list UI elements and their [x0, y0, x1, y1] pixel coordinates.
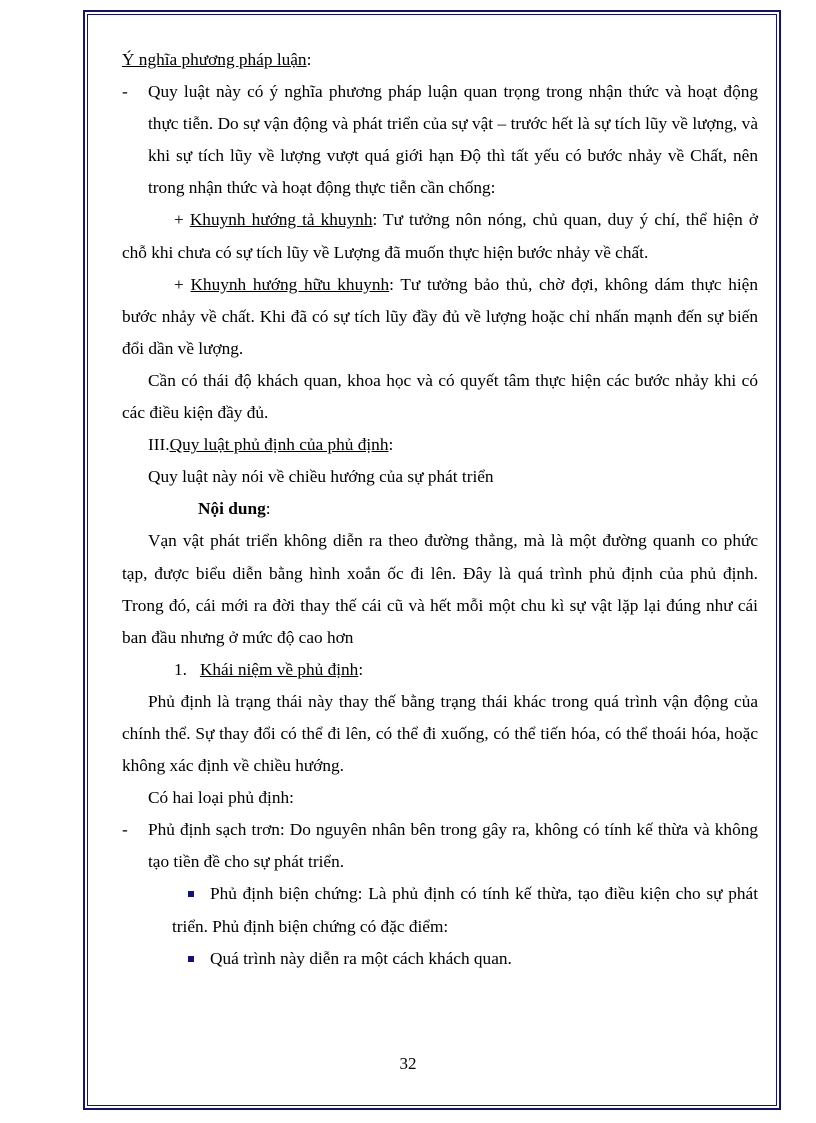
heading-meaning: Ý nghĩa phương pháp luận:	[122, 50, 312, 69]
list-item-type-1-text: Phủ định sạch trơn: Do nguyên nhân bên trong gây ra, không có tính kế thừa và không tạo tiền đề cho sự phát triển.	[148, 820, 758, 872]
paragraph-two-types: Có hai loại phủ định:	[148, 788, 294, 808]
dash-marker: -	[122, 82, 128, 102]
section-number: III.	[148, 435, 170, 455]
subheading-number: 1.	[174, 659, 187, 679]
list-item-type-1	[122, 814, 758, 878]
page-number: 32	[399, 1054, 417, 1073]
dash-marker: -	[122, 820, 128, 840]
subheading-title: Khái niệm về phủ định	[199, 659, 359, 679]
right-tendency-text: Tư tưởng bảo thủ, chờ đợi, không dám thực hiện bước nhảy về chất. Khi đã có sự tích lũy đầy đủ về lượng hoặc chỉ nhấn mạnh đến sự biến đổi dần về lượng.	[122, 274, 758, 358]
square-bullet-icon	[188, 891, 194, 897]
content-heading: Nội dung:	[198, 499, 271, 519]
paragraph-content: Vạn vật phát triển không diễn ra theo đường thẳng, mà là một đường quanh co phức tạp, được biểu diễn bằng hình xoắn ốc đi lên. Đây là quá trình phủ định của phủ định. Trong đó, cái mới ra đời thay thế cái cũ và hết mỗi một chu kì sự vật lặp lại đúng như cái ban đầu nhưng ở mức độ cao hơn	[122, 531, 758, 647]
paragraph-left-tendency: + Khuynh hướng tả khuynh: Tư tưởng nôn nóng, chủ quan, duy ý chí, thể hiện ở chỗ khi chưa có sự tích lũy về Lượng đã muốn thực hiện bước nhảy về chất.	[122, 210, 758, 262]
paragraph-right-tendency: + Khuynh hướng hữu khuynh: Tư tưởng bảo thủ, chờ đợi, không dám thực hiện bước nhảy về chất. Khi đã có sự tích lũy đầy đủ về lượng hoặc chỉ nhấn mạnh đến sự biến đổi dần về lượng.	[122, 274, 758, 358]
document-body	[122, 44, 758, 975]
section-title: Quy luật phủ định của phủ định	[169, 435, 389, 455]
bullet-item-dialectical	[122, 878, 758, 942]
paragraph-negation-definition: Phủ định là trạng thái này thay thế bằng trạng thái khác trong quá trình vận động của chính thể. Sự thay đổi có thể đi lên, có thể đi xuống, có thể tiến hóa, có thể thoái hóa, hoặc không xác định về chiều hướng.	[122, 691, 758, 776]
subheading-1: 1. Khái niệm về phủ định:	[174, 659, 364, 679]
left-tendency-text: Tư tưởng nôn nóng, chủ quan, duy ý chí, thể hiện ở chỗ khi chưa có sự tích lũy về Lượng đã muốn thực hiện bước nhảy về chất.	[122, 210, 758, 262]
square-bullet-icon	[188, 956, 194, 962]
paragraph-methodology	[122, 76, 758, 204]
section-intro: Quy luật này nói về chiều hướng của sự phát triển	[148, 467, 494, 487]
content-heading-text: Nội dung	[198, 499, 266, 519]
paragraph-attitude: Cần có thái độ khách quan, khoa học và có quyết tâm thực hiện các bước nhảy khi có các điều kiện đầy đủ.	[122, 370, 758, 423]
bullet-item-objective-text: Quá trình này diễn ra một cách khách quan.	[210, 948, 512, 968]
left-tendency-label: Khuynh hướng tả khuynh	[189, 210, 373, 230]
heading-meaning-text: Ý nghĩa phương pháp luận	[122, 50, 307, 69]
bullet-item-dialectical-text: Phủ định biện chứng: Là phủ định có tính kế thừa, tạo điều kiện cho sự phát triển. Phủ định biện chứng có đặc điểm:	[172, 884, 758, 936]
bullet-item-objective	[122, 943, 758, 975]
right-tendency-label: Khuynh hướng hữu khuynh	[190, 274, 390, 294]
paragraph-methodology-text: Quy luật này có ý nghĩa phương pháp luận quan trọng trong nhận thức và hoạt động thực tiễn. Do sự vận động và phát triển của sự vật – trước hết là sự tích lũy về lượng, và khi sự tích lũy về lượng vượt quá giới hạn Độ thì tất yếu có bước nhảy về Chất, nên trong nhận thức và hoạt động thực tiễn cần chống:	[148, 82, 758, 198]
section-heading-3: III.Quy luật phủ định của phủ định:	[148, 435, 394, 455]
